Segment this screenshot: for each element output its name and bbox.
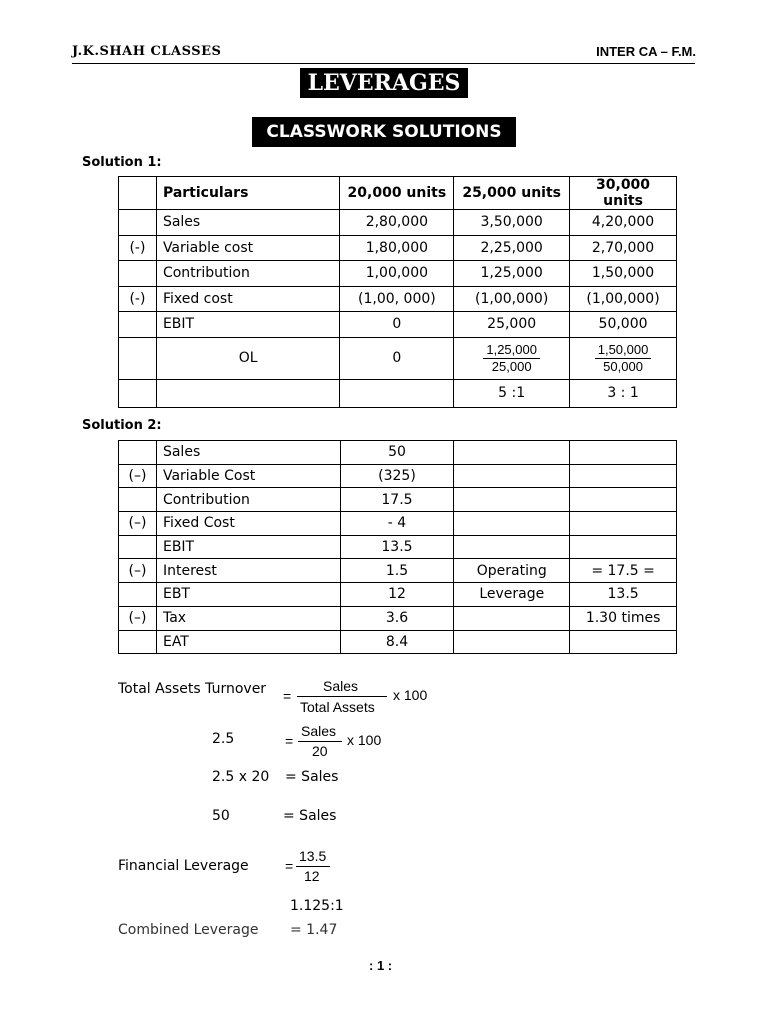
- table-cell: [119, 312, 157, 338]
- table-cell: Interest: [156, 559, 340, 583]
- table-cell: 4,20,000: [570, 210, 677, 236]
- working-value: 2.5 x 20: [212, 769, 270, 785]
- fraction-line: [298, 741, 342, 742]
- solution-2-table: [118, 440, 677, 654]
- table-row: [119, 261, 677, 287]
- table-cell: [119, 337, 157, 379]
- table-row: [119, 606, 677, 630]
- table-row: [119, 235, 677, 261]
- table-row: [119, 583, 677, 607]
- table-cell: 1,50,000: [570, 261, 677, 287]
- fraction-line: [296, 866, 330, 867]
- table-header-cell: 30,000 units: [570, 177, 677, 210]
- table-cell: [570, 630, 677, 654]
- table-cell: (–): [119, 559, 157, 583]
- table-cell: [454, 441, 570, 465]
- table-cell: (325): [340, 464, 454, 488]
- table-row: [119, 559, 677, 583]
- table-cell: (1,00, 000): [340, 286, 454, 312]
- table-row: [119, 464, 677, 488]
- table-cell: [454, 512, 570, 536]
- table-cell: [454, 488, 570, 512]
- header-rule: [72, 63, 695, 64]
- table-cell: Operating: [454, 559, 570, 583]
- fraction-denominator: 50,000: [603, 358, 643, 374]
- table-cell: 2,70,000: [570, 235, 677, 261]
- ol-fraction-25000: [454, 337, 570, 379]
- fraction-numerator: Sales: [301, 723, 337, 739]
- table-row: [119, 630, 677, 654]
- fraction-numerator: 1,25,000: [483, 342, 540, 359]
- table-cell: [340, 379, 454, 407]
- table-cell: EAT: [156, 630, 340, 654]
- table-cell: 12: [340, 583, 454, 607]
- table-cell: Fixed cost: [156, 286, 340, 312]
- table-cell: - 4: [340, 512, 454, 536]
- table-cell: 1,25,000: [454, 261, 570, 287]
- table-row: [119, 512, 677, 536]
- table-row-ol: [119, 337, 677, 379]
- ol-value-20000: 0: [340, 337, 454, 379]
- table-cell: (-): [119, 235, 157, 261]
- table-cell: 1.30 times: [570, 606, 677, 630]
- fraction-denominator: 25,000: [491, 358, 532, 374]
- multiplier: x 100: [347, 732, 382, 748]
- table-header-cell: 20,000 units: [340, 177, 454, 210]
- table-cell: (1,00,000): [454, 286, 570, 312]
- fraction-line: [297, 696, 387, 697]
- page-subtitle: CLASSWORK SOLUTIONS: [252, 117, 516, 147]
- table-cell: [119, 488, 157, 512]
- table-row: [119, 488, 677, 512]
- table-cell: [119, 583, 157, 607]
- table-row: [119, 210, 677, 236]
- solution-1-table: [118, 176, 677, 408]
- table-cell: 3,50,000: [454, 210, 570, 236]
- table-header-cell: 25,000 units: [454, 177, 570, 210]
- table-cell: [119, 441, 157, 465]
- table-cell: [570, 535, 677, 559]
- table-cell: [570, 441, 677, 465]
- table-cell: [119, 535, 157, 559]
- multiplier: x 100: [393, 687, 428, 703]
- header-right: INTER CA – F.M.: [596, 44, 696, 59]
- table-cell: [570, 464, 677, 488]
- table-cell: (–): [119, 606, 157, 630]
- solution-2-heading: Solution 2:: [82, 418, 162, 433]
- table-cell: [156, 379, 340, 407]
- working-value: 50: [212, 808, 230, 824]
- equals-sign: =: [285, 858, 294, 874]
- tat-label: Total Assets Turnover: [118, 681, 267, 697]
- fraction-denominator: 12: [304, 868, 320, 884]
- table-cell: [454, 606, 570, 630]
- table-row: [119, 535, 677, 559]
- cl-value: = 1.47: [290, 922, 338, 938]
- table-cell: Contribution: [156, 261, 340, 287]
- ol-label: OL: [156, 337, 340, 379]
- ol-fraction-30000: [570, 337, 677, 379]
- cl-label: Combined Leverage: [118, 922, 259, 938]
- table-row: [119, 312, 677, 338]
- table-cell: EBIT: [156, 312, 340, 338]
- working-result: = Sales: [285, 769, 339, 785]
- table-cell: Sales: [156, 441, 340, 465]
- table-cell: 50: [340, 441, 454, 465]
- table-cell: 1.5: [340, 559, 454, 583]
- equals-sign: =: [283, 688, 292, 704]
- fl-result: 1.125:1: [290, 898, 344, 914]
- table-cell: 25,000: [454, 312, 570, 338]
- solution-1-heading: Solution 1:: [82, 155, 162, 170]
- table-cell: EBT: [156, 583, 340, 607]
- working-result: = Sales: [283, 808, 337, 824]
- table-cell: Sales: [156, 210, 340, 236]
- table-cell: Variable cost: [156, 235, 340, 261]
- header-left: J.K.SHAH CLASSES: [72, 44, 222, 59]
- table-cell: 8.4: [340, 630, 454, 654]
- table-cell: Variable Cost: [156, 464, 340, 488]
- table-cell: = 17.5 =: [570, 559, 677, 583]
- equals-sign: =: [285, 733, 294, 749]
- table-cell: [454, 630, 570, 654]
- page-title: LEVERAGES: [300, 68, 468, 98]
- fraction-numerator: 1,50,000: [595, 342, 652, 359]
- table-cell: [119, 210, 157, 236]
- fl-label: Financial Leverage: [118, 858, 249, 874]
- table-cell: 50,000: [570, 312, 677, 338]
- working-value: 2.5: [212, 731, 235, 747]
- table-cell: Fixed Cost: [156, 512, 340, 536]
- table-cell: (-): [119, 286, 157, 312]
- table-cell: [119, 379, 157, 407]
- table-row-ratio: [119, 379, 677, 407]
- table-row: [119, 441, 677, 465]
- table-cell: [454, 535, 570, 559]
- ol-ratio-25000: 5 :1: [454, 379, 570, 407]
- table-cell: EBIT: [156, 535, 340, 559]
- table-cell: [119, 630, 157, 654]
- table-cell: 2,25,000: [454, 235, 570, 261]
- fraction-denominator: Total Assets: [300, 699, 375, 715]
- table-cell: 13.5: [340, 535, 454, 559]
- table-cell: [570, 512, 677, 536]
- table-cell: 0: [340, 312, 454, 338]
- table-cell: (–): [119, 464, 157, 488]
- table-header-row: [119, 177, 677, 210]
- table-cell: 3.6: [340, 606, 454, 630]
- table-cell: Leverage: [454, 583, 570, 607]
- table-cell: 1,80,000: [340, 235, 454, 261]
- table-cell: Tax: [156, 606, 340, 630]
- ol-ratio-30000: 3 : 1: [570, 379, 677, 407]
- fraction-denominator: 20: [312, 743, 328, 759]
- table-cell: 2,80,000: [340, 210, 454, 236]
- table-cell: 13.5: [570, 583, 677, 607]
- table-row: [119, 286, 677, 312]
- table-cell: [570, 488, 677, 512]
- fraction-numerator: 13.5: [299, 848, 327, 864]
- table-cell: [119, 261, 157, 287]
- table-cell: 17.5: [340, 488, 454, 512]
- table-cell: (1,00,000): [570, 286, 677, 312]
- table-cell: [454, 464, 570, 488]
- table-cell: (–): [119, 512, 157, 536]
- fraction-numerator: Sales: [323, 678, 359, 694]
- table-cell: Contribution: [156, 488, 340, 512]
- table-cell: 1,00,000: [340, 261, 454, 287]
- page-number: : 1 :: [369, 958, 393, 973]
- table-header-cell: Particulars: [156, 177, 340, 210]
- table-header-cell: [119, 177, 157, 210]
